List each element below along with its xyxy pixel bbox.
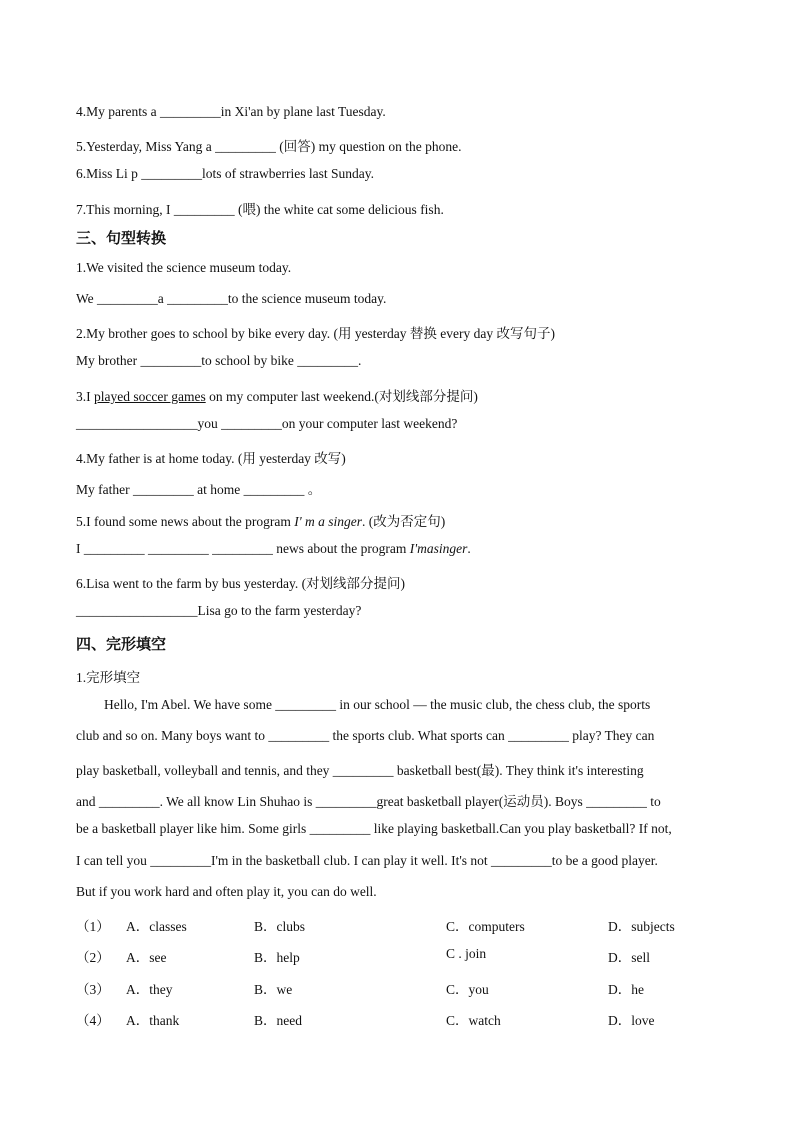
option-number: （2）	[76, 950, 110, 965]
question-3-underlined: played soccer games	[94, 389, 206, 404]
question-5-pre: 5.I found some news about the program	[76, 514, 295, 529]
option-b[interactable]: B．we	[254, 982, 293, 997]
passage-line: club and so on. Many boys want to _________ the sports club. What sports can _________ play? They can	[76, 728, 655, 743]
option-a[interactable]: A．classes	[126, 919, 187, 934]
option-c[interactable]: C . join	[446, 946, 487, 961]
cloze-subtitle: 1.完形填空	[76, 670, 141, 685]
option-a[interactable]: A．see	[126, 950, 167, 965]
option-row-4	[76, 1009, 756, 1029]
question-5-italic: I' m a singer	[294, 514, 362, 529]
passage-line: play basketball, volleyball and tennis, and they _________ basketball best(最). They think it's interesting	[76, 763, 644, 778]
question-1: 1.We visited the science museum today.	[76, 260, 292, 275]
option-row-3	[76, 978, 756, 998]
answer-5-italic: I'masinger	[409, 541, 468, 556]
question-4: 4.My father is at home today. (用 yesterday 改写)	[76, 451, 346, 466]
option-b[interactable]: B．need	[254, 1013, 302, 1028]
answer-4: My father _________ at home _________ 。	[76, 482, 322, 497]
option-row-1	[76, 915, 756, 935]
passage-line: I can tell you _________I'm in the basketball club. I can play it well. It's not _________to be a good player.	[76, 853, 658, 868]
section-4-title: 四、完形填空	[76, 635, 167, 653]
passage-line: be a basketball player like him. Some girls _________ like playing basketball.Can you play basketball? If not,	[76, 821, 672, 836]
option-number: （3）	[76, 982, 110, 997]
option-c[interactable]: C．watch	[446, 1013, 501, 1028]
question-5-post: . (改为否定句)	[361, 514, 446, 529]
fill-in-4: 4.My parents a _________in Xi'an by plane last Tuesday.	[76, 104, 386, 119]
option-b[interactable]: B．help	[254, 950, 300, 965]
answer-6: __________________Lisa go to the farm yesterday?	[76, 603, 362, 618]
option-d[interactable]: D．sell	[608, 950, 650, 965]
option-c[interactable]: C．you	[446, 982, 489, 997]
question-3-post: on my computer last weekend.(对划线部分提问)	[205, 389, 478, 404]
passage-line: and _________. We all know Lin Shuhao is _________great basketball player(运动员). Boys _________ to	[76, 794, 661, 809]
answer-5-pre: I _________ _________ _________ news about the program	[76, 541, 410, 556]
option-a[interactable]: A．they	[126, 982, 173, 997]
answer-1: We _________a _________to the science museum today.	[76, 291, 387, 306]
question-5	[76, 510, 445, 530]
option-d[interactable]: D．he	[608, 982, 644, 997]
question-2: 2.My brother goes to school by bike every day. (用 yesterday 替换 every day 改写句子)	[76, 326, 556, 341]
question-6: 6.Lisa went to the farm by bus yesterday. (对划线部分提问)	[76, 576, 406, 591]
section-3-title: 三、句型转换	[76, 229, 167, 247]
answer-3: __________________you _________on your computer last weekend?	[76, 416, 458, 431]
option-row-2	[76, 946, 756, 966]
option-d[interactable]: D．subjects	[608, 919, 675, 934]
option-number: （1）	[76, 919, 110, 934]
fill-in-5: 5.Yesterday, Miss Yang a _________ (回答) my question on the phone.	[76, 139, 462, 154]
answer-2: My brother _________to school by bike _________.	[76, 353, 362, 368]
question-3	[76, 385, 478, 405]
answer-5-post: .	[467, 541, 471, 556]
passage-line: Hello, I'm Abel. We have some _________ in our school — the music club, the chess club, the sports	[104, 697, 651, 712]
fill-in-6: 6.Miss Li p _________lots of strawberries last Sunday.	[76, 166, 374, 181]
passage-line: But if you work hard and often play it, you can do well.	[76, 884, 377, 899]
option-b[interactable]: B．clubs	[254, 919, 306, 934]
option-d[interactable]: D．love	[608, 1013, 655, 1028]
option-a[interactable]: A．thank	[126, 1013, 180, 1028]
answer-5	[76, 541, 471, 557]
option-number: （4）	[76, 1013, 110, 1028]
fill-in-7: 7.This morning, I _________ (喂) the white cat some delicious fish.	[76, 202, 444, 217]
option-c[interactable]: C．computers	[446, 919, 525, 934]
question-3-pre: 3.I	[76, 389, 94, 404]
